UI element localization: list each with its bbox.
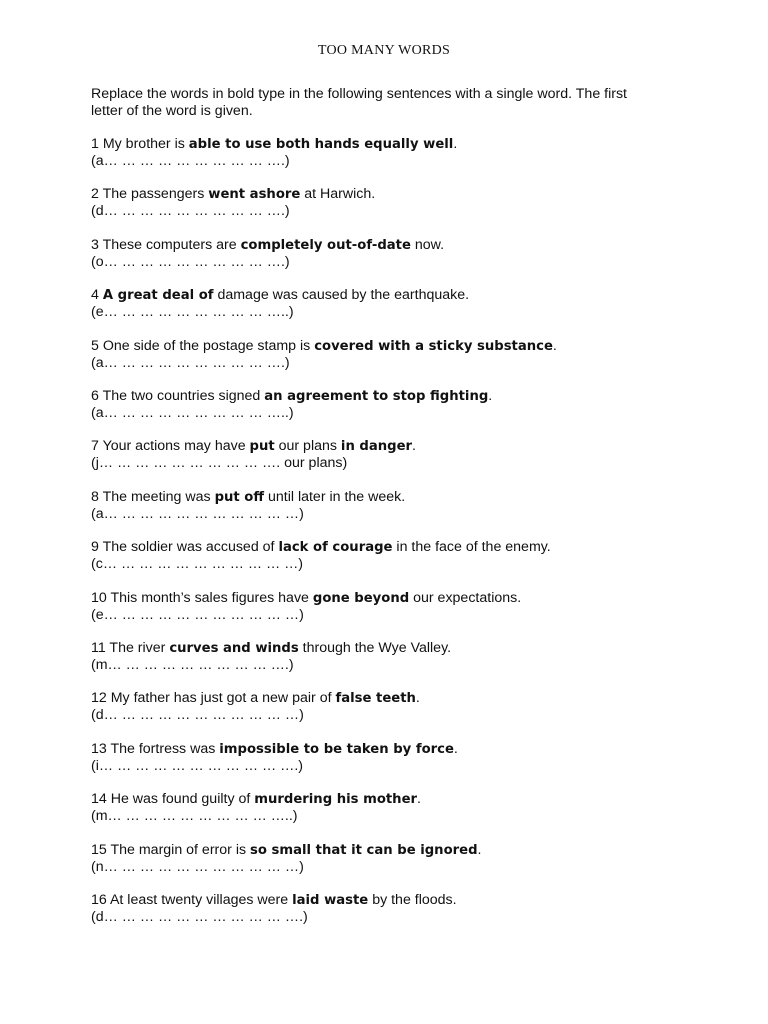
exercise-item [91, 791, 691, 825]
exercise-sentence [91, 338, 691, 355]
sentence-text: 16 At least twenty villages were [91, 892, 293, 908]
exercise-sentence [91, 287, 691, 304]
sentence-text: . [412, 438, 416, 454]
bold-phrase: murdering his mother [254, 792, 418, 807]
exercise-sentence [91, 388, 691, 405]
bold-phrase: in danger [340, 439, 413, 454]
sentence-text: 7 Your actions may have [91, 438, 250, 454]
exercise-sentence [91, 237, 691, 254]
sentence-text: . [417, 791, 421, 807]
sentence-text: 8 The meeting was [91, 489, 215, 505]
bold-phrase: lack of courage [278, 540, 393, 555]
exercise-item [91, 892, 691, 926]
answer-blank: (d… … … … … … … … … … …) [91, 707, 304, 723]
sentence-text: . [453, 741, 458, 757]
exercise-sentence [91, 136, 691, 153]
exercise-item [91, 136, 691, 170]
answer-blank: (a… … … … … … … … … ….) [91, 153, 290, 169]
bold-phrase: A great deal of [102, 288, 214, 303]
bold-phrase: put [249, 439, 275, 454]
sentence-text: 4 [91, 287, 103, 303]
sentence-text: . [415, 690, 420, 706]
bold-phrase: covered with a sticky substance [314, 339, 553, 354]
exercise-item [91, 438, 691, 472]
sentence-text: damage was caused by the earthquake. [213, 287, 470, 303]
answer-blank: (d… … … … … … … … … ….) [91, 203, 290, 219]
sentence-text: until later in the week. [264, 489, 406, 505]
exercise-item [91, 842, 691, 876]
answer-blank: (c… … … … … … … … … … …) [91, 556, 304, 572]
bold-phrase: curves and winds [169, 641, 299, 656]
sentence-text: our plans [274, 438, 341, 454]
exercise-item [91, 287, 691, 321]
exercise-item [91, 539, 691, 573]
answer-blank: (d… … … … … … … … … … ….) [91, 909, 308, 925]
sentence-text: now. [410, 237, 445, 253]
exercise-item [91, 489, 691, 523]
answer-blank: (j… … … … … … … … … …. our plans) [91, 455, 348, 471]
sentence-text: 15 The margin of error is [91, 842, 251, 858]
sentence-text: . [477, 842, 482, 858]
bold-phrase: laid waste [292, 893, 369, 908]
exercise-sentence [91, 590, 691, 607]
sentence-text: 12 My father has just got a new pair of [91, 690, 336, 706]
exercise-item [91, 690, 691, 724]
answer-blank: (o… … … … … … … … … ….) [91, 254, 290, 270]
bold-phrase: gone beyond [312, 591, 410, 606]
answer-blank: (m… … … … … … … … … ….) [91, 657, 294, 673]
exercise-sentence [91, 842, 691, 859]
exercise-item [91, 338, 691, 372]
exercise-item [91, 741, 691, 775]
bold-phrase: false teeth [335, 691, 416, 706]
bold-phrase: able to use both hands equally well [188, 137, 454, 152]
exercise-sentence [91, 741, 691, 758]
bold-phrase: an agreement to stop fighting [264, 389, 489, 404]
answer-blank: (m… … … … … … … … … …..) [91, 808, 298, 824]
answer-blank: (i… … … … … … … … … … ….) [91, 758, 304, 774]
answer-blank: (e… … … … … … … … … …..) [91, 304, 294, 320]
exercise-sentence [91, 791, 691, 808]
sentence-text: our expectations. [409, 590, 522, 606]
exercise-sentence [91, 539, 691, 556]
answer-blank: (a… … … … … … … … … …..) [91, 405, 294, 421]
bold-phrase: went ashore [208, 187, 301, 202]
answer-blank: (n… … … … … … … … … … …) [91, 859, 304, 875]
bold-phrase: completely out-of-date [240, 238, 411, 253]
exercise-item [91, 590, 691, 624]
sentence-text: in the face of the enemy. [392, 539, 551, 555]
sentence-text: by the floods. [368, 892, 457, 908]
exercise-sentence [91, 690, 691, 707]
exercise-sentence [91, 892, 691, 909]
instructions-text: Replace the words in bold type in the following sentences with a single word. The first letter of the word is given. [91, 86, 628, 119]
exercise-item [91, 186, 691, 220]
bold-phrase: impossible to be taken by force [219, 742, 454, 757]
sentence-text: . [453, 136, 458, 152]
exercise-sentence [91, 489, 691, 506]
exercise-sentence [91, 640, 691, 657]
answer-blank: (a… … … … … … … … … ….) [91, 355, 290, 371]
bold-phrase: so small that it can be ignored [250, 843, 478, 858]
sentence-text: 5 One side of the postage stamp is [91, 338, 315, 354]
sentence-text: through the Wye Valley. [298, 640, 452, 656]
exercise-item [91, 640, 691, 674]
sentence-text: . [552, 338, 557, 354]
exercise-item [91, 237, 691, 271]
sentence-text: at Harwich. [300, 186, 376, 202]
exercise-sentence [91, 186, 691, 203]
sentence-text: . [488, 388, 493, 404]
exercise-item [91, 388, 691, 422]
sentence-text: 6 The two countries signed [91, 388, 265, 404]
exercise-sentence [91, 438, 691, 455]
answer-blank: (e… … … … … … … … … … …) [91, 607, 304, 623]
sentence-text: 3 These computers are [91, 237, 241, 253]
sentence-text: 1 My brother is [91, 136, 189, 152]
worksheet-title: TOO MANY WORDS [317, 43, 451, 58]
sentence-text: 2 The passengers [91, 186, 209, 202]
answer-blank: (a… … … … … … … … … … …) [91, 506, 304, 522]
bold-phrase: put off [214, 490, 265, 505]
sentence-text: 14 He was found guilty of [91, 791, 255, 807]
sentence-text: 11 The river [91, 640, 170, 656]
sentence-text: 13 The fortress was [91, 741, 220, 757]
sentence-text: 9 The soldier was accused of [91, 539, 279, 555]
sentence-text: 10 This month’s sales figures have [91, 590, 313, 606]
